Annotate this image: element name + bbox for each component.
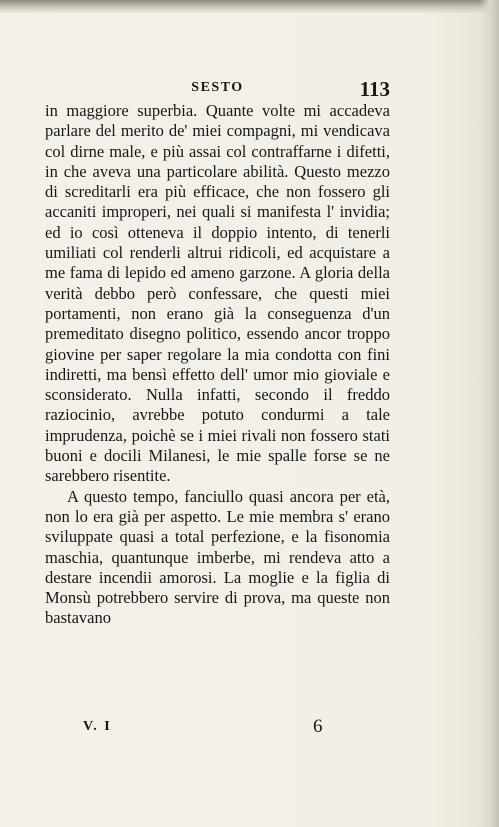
page-number: 113	[359, 77, 390, 101]
page-footer	[45, 716, 390, 741]
body-text	[45, 101, 390, 629]
running-head: SESTO	[191, 80, 244, 95]
page-header	[45, 77, 390, 102]
paragraph: A questo tempo, fanciullo quasi ancora per età, non lo era già per aspetto. Le mie membra s' erano sviluppate quasi a total perfezione, e la fisonomia maschia, quantunque imberbe, mi rendeva atto a destare incendii amorosi. La moglie e la figlia di Monsù potrebbero servire di prova, ma queste non bastavano	[45, 486, 390, 628]
page-right-edge-shadow	[479, 0, 499, 827]
folio-number: 6	[313, 716, 323, 737]
paragraph: in maggiore superbia. Quante volte mi accadeva parlare del merito de' miei compagni, mi vendicava col dirne male, e più assai col contraffarne i difetti, in che aveva una particolare abilità. Questo mezzo di screditarli era più efficace, che non fossero gli accaniti improperi, nei quali si manifesta l' invidia; ed io così otteneva il doppio intento, di tenerli umiliati col renderli altrui ridicoli, ed acquistare a me fama di lepido ed ameno garzone. A gloria della verità debbo però confessare, che questi miei portamenti, non erano già la conseguenza d'un premeditato disegno politico, essendo ancor troppo giovine per saper regolare la mia condotta con fini indiretti, ma bensì effetto dell' umor mio gioviale e sconsiderato. Nulla infatti, secondo il freddo raziocinio, avrebbe potuto condurmi a tale imprudenza, poichè se i miei rivali non fossero stati buoni e docili Milanesi, le mie spalle forse se ne sarebbero risentite.	[45, 101, 390, 486]
page-top-shadow	[0, 0, 499, 14]
signature-mark: V. I	[83, 719, 112, 734]
